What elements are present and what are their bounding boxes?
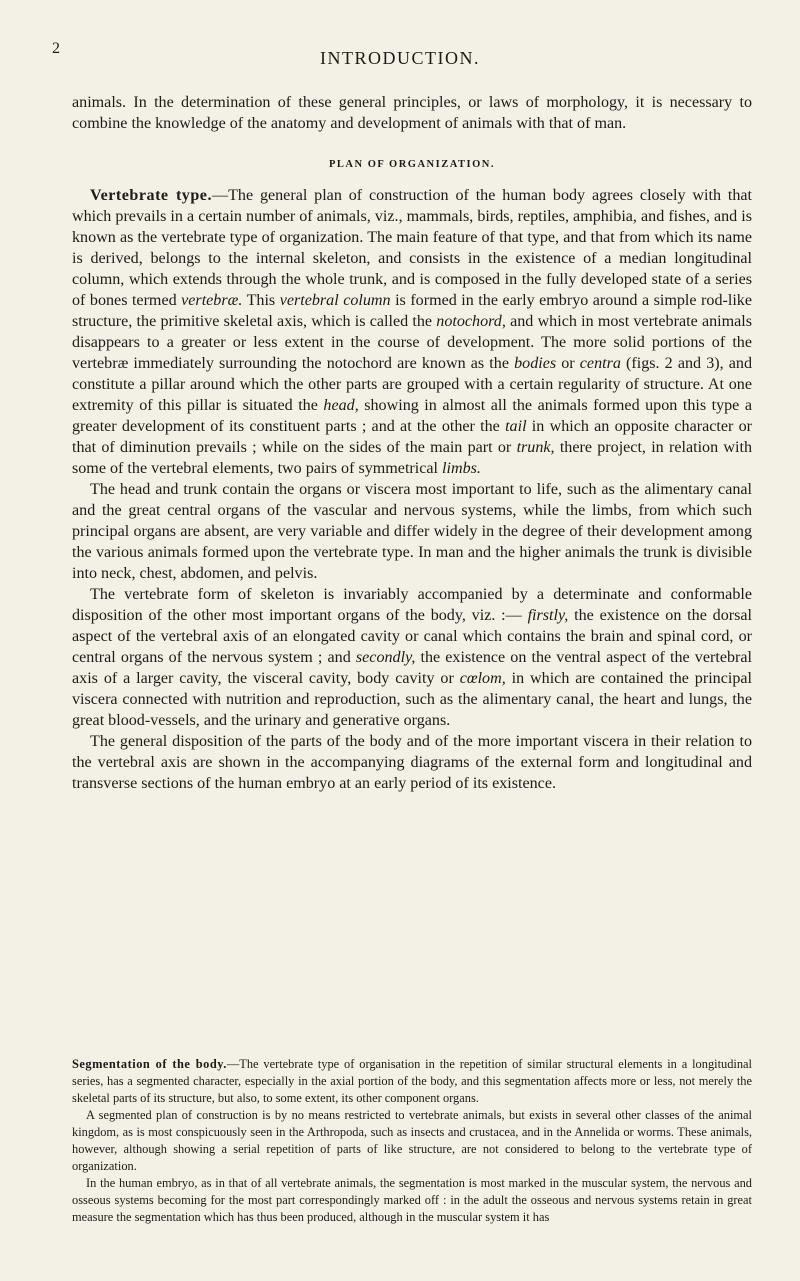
head-trunk-paragraph: The head and trunk contain the organs or viscera most important to life, such as the alimentary canal and the great central organs of the vascular and nervous systems, while the limbs, from which such principal organs are absent, are very variable and differ widely in the degree of their development among the various animals formed upon the vertebrate type. In man and the higher animals the trunk is divisible into neck, chest, abdomen, and pelvis.: [72, 481, 752, 582]
segmentation-section: [72, 1056, 752, 1226]
general-disposition-paragraph: The general disposition of the parts of the body and of the more important viscera in their relation to the vertebral axis are shown in the accompanying diagrams of the external form and longitudinal and transverse sections of the human embryo at an early period of its existence.: [72, 733, 752, 792]
running-head: INTRODUCTION.: [320, 48, 480, 68]
section-heading: PLAN OF ORGANIZATION.: [329, 159, 495, 170]
intro-paragraph: animals. In the determination of these general principles, or laws of morphology, it is necessary to combine the knowledge of the anatomy and development of animals with that of man.: [72, 94, 752, 132]
subheading-vertebrate-type: Vertebrate type.: [90, 187, 212, 204]
segmentation-paragraph-1: Segmentation of the body.—The vertebrate type of organisation in the repetition of similar structural elements in a longitudinal series, has a segmented character, especially in the axial portion of the body, and this segmentation affects more or less, not merely the skeletal parts of its structure, but also, to some extent, its other component organs.: [72, 1057, 753, 1105]
segmentation-paragraph-3: In the human embryo, as in that of all vertebrate animals, the segmentation is most marked in the muscular system, the nervous and osseous systems becoming for the most part correspondingly marked off : in the adult the osseous and nervous systems retain in great measure the segmentation which has thus been produced, although in the muscular system it has: [72, 1176, 752, 1224]
main-text: [72, 92, 752, 794]
vertebrate-form-paragraph: The vertebrate form of skeleton is invariably accompanied by a determinate and conformable disposition of the other most important organs of the body, viz. :— firstly, the existence on the dorsal aspect of the vertebral axis of an elongated cavity or canal which contains the brain and spinal cord, or central organs of the nervous system ; and secondly, the existence on the ventral aspect of the vertebral axis of a larger cavity, the visceral cavity, body cavity or cœlom, in which are contained the principal viscera connected with nutrition and reproduction, such as the alimentary canal, the heart and lungs, the great blood-vessels, and the urinary and generative organs.: [72, 586, 752, 729]
vertebrate-type-paragraph: Vertebrate type.—The general plan of construction of the human body agrees closely with that which prevails in a certain number of animals, viz., mammals, birds, reptiles, amphibia, and fishes, and is known as the vertebrate type of organization. The main feature of that type, and that from which its name is derived, belongs to the internal skeleton, and consists in the existence of a median longitudinal column, which extends through the whole trunk, and is composed in the fully developed state of a series of bones termed vertebræ. This vertebral column is formed in the early embryo around a simple rod-like structure, the primitive skeletal axis, which is called the notochord, and which in most vertebrate animals disappears to a greater or less extent in the course of development. The more solid portions of the vertebræ immediately surrounding the notochord are known as the bodies or centra (figs. 2 and 3), and constitute a pillar around which the other parts are grouped with a certain regularity of structure. At one extremity of this pillar is situated the head, showing in almost all the animals formed upon this type a greater development of its constituent parts ; and at the other the tail in which an opposite character or that of diminution prevails ; while on the sides of the main part or trunk, there project, in relation with some of the vertebral elements, two pairs of symmetrical limbs.: [72, 187, 753, 477]
segmentation-paragraph-2: A segmented plan of construction is by no means restricted to vertebrate animals, but exists in several other classes of the animal kingdom, as is most conspicuously seen in the Arthropoda, such as insects and crustacea, and in the Annelida or worms. These animals, however, although showing a serial repetition of parts of like structure, are not considered to belong to the vertebrate type of organization.: [72, 1108, 752, 1173]
subheading-segmentation: Segmentation of the body.: [72, 1057, 227, 1071]
page-number: 2: [52, 40, 60, 57]
